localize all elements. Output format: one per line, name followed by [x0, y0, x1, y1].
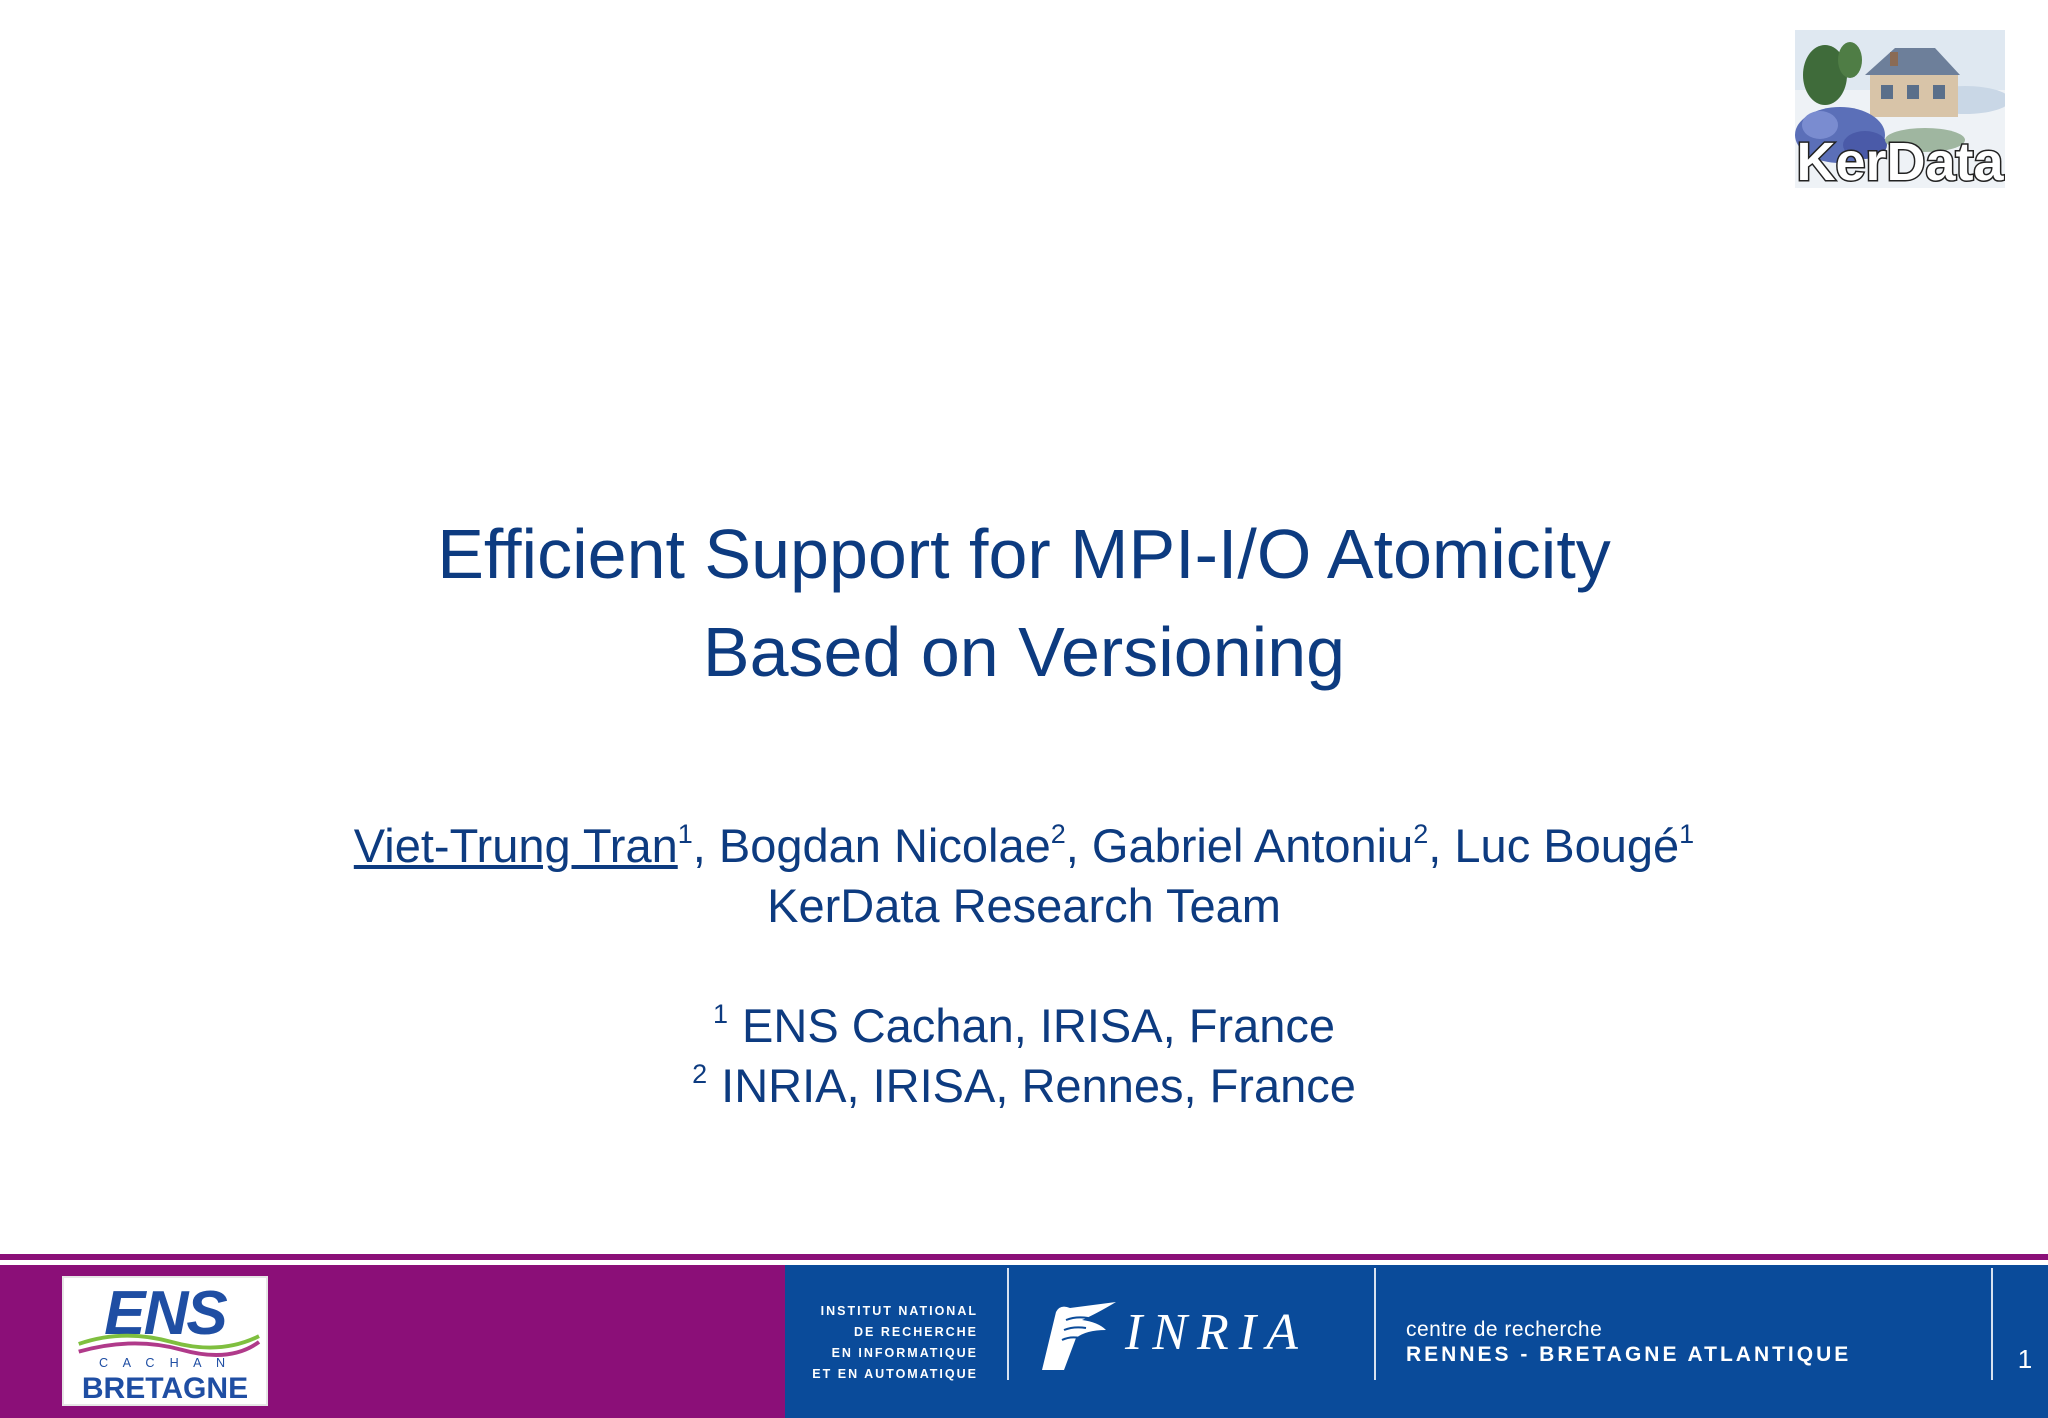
page-number: 1	[2017, 1344, 2033, 1374]
author-4-name: , Luc Bougé	[1428, 819, 1680, 872]
presenter-affiliation-mark: 1	[677, 819, 693, 850]
ens-logo-sub: C A C H A N	[99, 1356, 231, 1371]
footer-divider-2	[1374, 1268, 1376, 1380]
title-line-1: Efficient Support for MPI-I/O Atomicity	[437, 515, 1611, 593]
author-3-affiliation-mark: 2	[1413, 819, 1429, 850]
inria-bird-icon	[1036, 1300, 1122, 1374]
research-team: KerData Research Team	[767, 879, 1281, 932]
author-3-name: , Gabriel Antoniu	[1065, 819, 1414, 872]
inria-wordmark: INRIA	[1125, 1304, 1308, 1361]
affiliation-2	[0, 1056, 2048, 1116]
institute-name	[790, 1301, 978, 1385]
presenter-name: Viet-Trung Tran	[353, 819, 678, 872]
affiliation-2-text: INRIA, IRISA, Rennes, France	[721, 1059, 1356, 1112]
title-line-2: Based on Versioning	[702, 613, 1346, 691]
affiliation-2-mark: 2	[692, 1059, 708, 1090]
slide-title	[0, 505, 2048, 701]
author-4-affiliation-mark: 1	[1679, 819, 1695, 850]
footer-divider-3	[1991, 1268, 1993, 1380]
affiliation-1-mark: 1	[713, 999, 729, 1030]
ens-logo-text: ENS	[104, 1279, 226, 1349]
ens-logo-region: BRETAGNE	[81, 1372, 249, 1404]
author-2-affiliation-mark: 2	[1050, 819, 1066, 850]
institute-line-2: DE RECHERCHE	[853, 1325, 978, 1339]
centre-label: centre de recherche	[1406, 1318, 1603, 1341]
author-list	[0, 816, 2048, 876]
affiliation-1	[0, 996, 2048, 1056]
institute-line-3: EN INFORMATIQUE	[831, 1346, 978, 1360]
author-2-name: , Bogdan Nicolae	[692, 819, 1051, 872]
kerdata-logo	[1795, 30, 2005, 188]
kerdata-logo-text: KerData	[1796, 132, 2004, 188]
institute-line-1: INSTITUT NATIONAL	[820, 1304, 978, 1318]
footer-divider-1	[1007, 1268, 1009, 1380]
affiliation-1-text: ENS Cachan, IRISA, France	[742, 999, 1335, 1052]
ens-cachan-logo	[62, 1276, 268, 1406]
institute-line-4: ET EN AUTOMATIQUE	[812, 1367, 978, 1381]
centre-place: RENNES - BRETAGNE ATLANTIQUE	[1406, 1343, 1852, 1366]
